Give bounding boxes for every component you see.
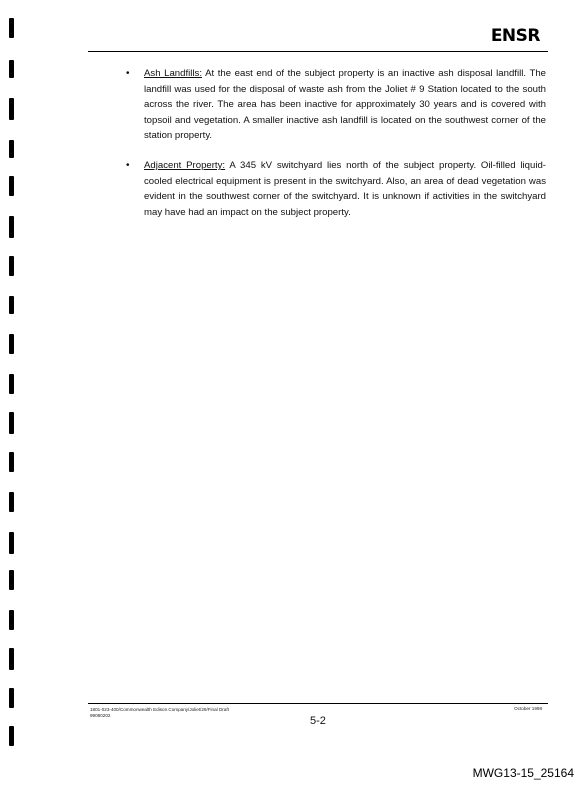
bullet-ash-landfills	[114, 66, 546, 144]
header-divider	[88, 51, 548, 52]
binding-hole	[9, 610, 14, 630]
bullet-dot-icon: •	[126, 68, 130, 79]
binding-hole	[9, 296, 14, 314]
footer-doc-reference	[90, 707, 229, 719]
bullet-heading: Adjacent Property:	[144, 159, 226, 171]
binding-hole	[9, 216, 14, 238]
binding-hole	[9, 176, 14, 196]
bullet-text: At the east end of the subject property is an inactive ash disposal landfill. The landfill was used for the disposal of waste ash from the Joliet # 9 Station located to the south across the river. The area has been inactive for approximately 30 years and is covered with topsoil and vegetation. A smaller inactive ash landfill is located on the southwest corner of the station property.	[144, 68, 546, 142]
bullet-dot-icon: •	[126, 159, 130, 171]
binding-hole	[9, 570, 14, 590]
page-number: 5-2	[310, 715, 326, 727]
binding-hole	[9, 334, 14, 354]
binding-hole	[9, 688, 14, 708]
binding-hole	[9, 140, 14, 158]
binding-hole	[9, 726, 14, 746]
bates-number: MWG13-15_25164	[472, 766, 574, 780]
binding-hole	[9, 98, 14, 120]
footer-date: October 1998	[514, 706, 542, 711]
binding-hole	[9, 452, 14, 472]
body-content	[114, 66, 546, 234]
bullet-text: A 345 kV switchyard lies north of the subject property. Oil-filled liquid-cooled electrical equipment is present in the switchyard. Also, an area of dead vegetation was evident in the southwest corner of the switchyard. It is unknown if activities in the switchyard may have had an impact on the subject property.	[144, 159, 546, 218]
company-logo: ENSR	[490, 26, 540, 46]
binding-hole	[9, 412, 14, 434]
binding-hole	[9, 492, 14, 512]
bullet-heading: Ash Landfills:	[144, 68, 202, 79]
binding-hole	[9, 648, 14, 670]
binding-hole	[9, 256, 14, 276]
binding-hole	[9, 60, 14, 78]
binding-hole	[9, 532, 14, 554]
footer-doc-ref-line1: 1801-023-400/Commonwealth Edison Company/Joliet/29/Final Draft	[90, 707, 229, 712]
footer-doc-ref-line2: 99080202	[90, 713, 111, 718]
bullet-adjacent-property	[114, 158, 546, 220]
footer-divider	[88, 703, 548, 704]
binding-hole	[9, 18, 14, 38]
binding-hole	[9, 374, 14, 394]
